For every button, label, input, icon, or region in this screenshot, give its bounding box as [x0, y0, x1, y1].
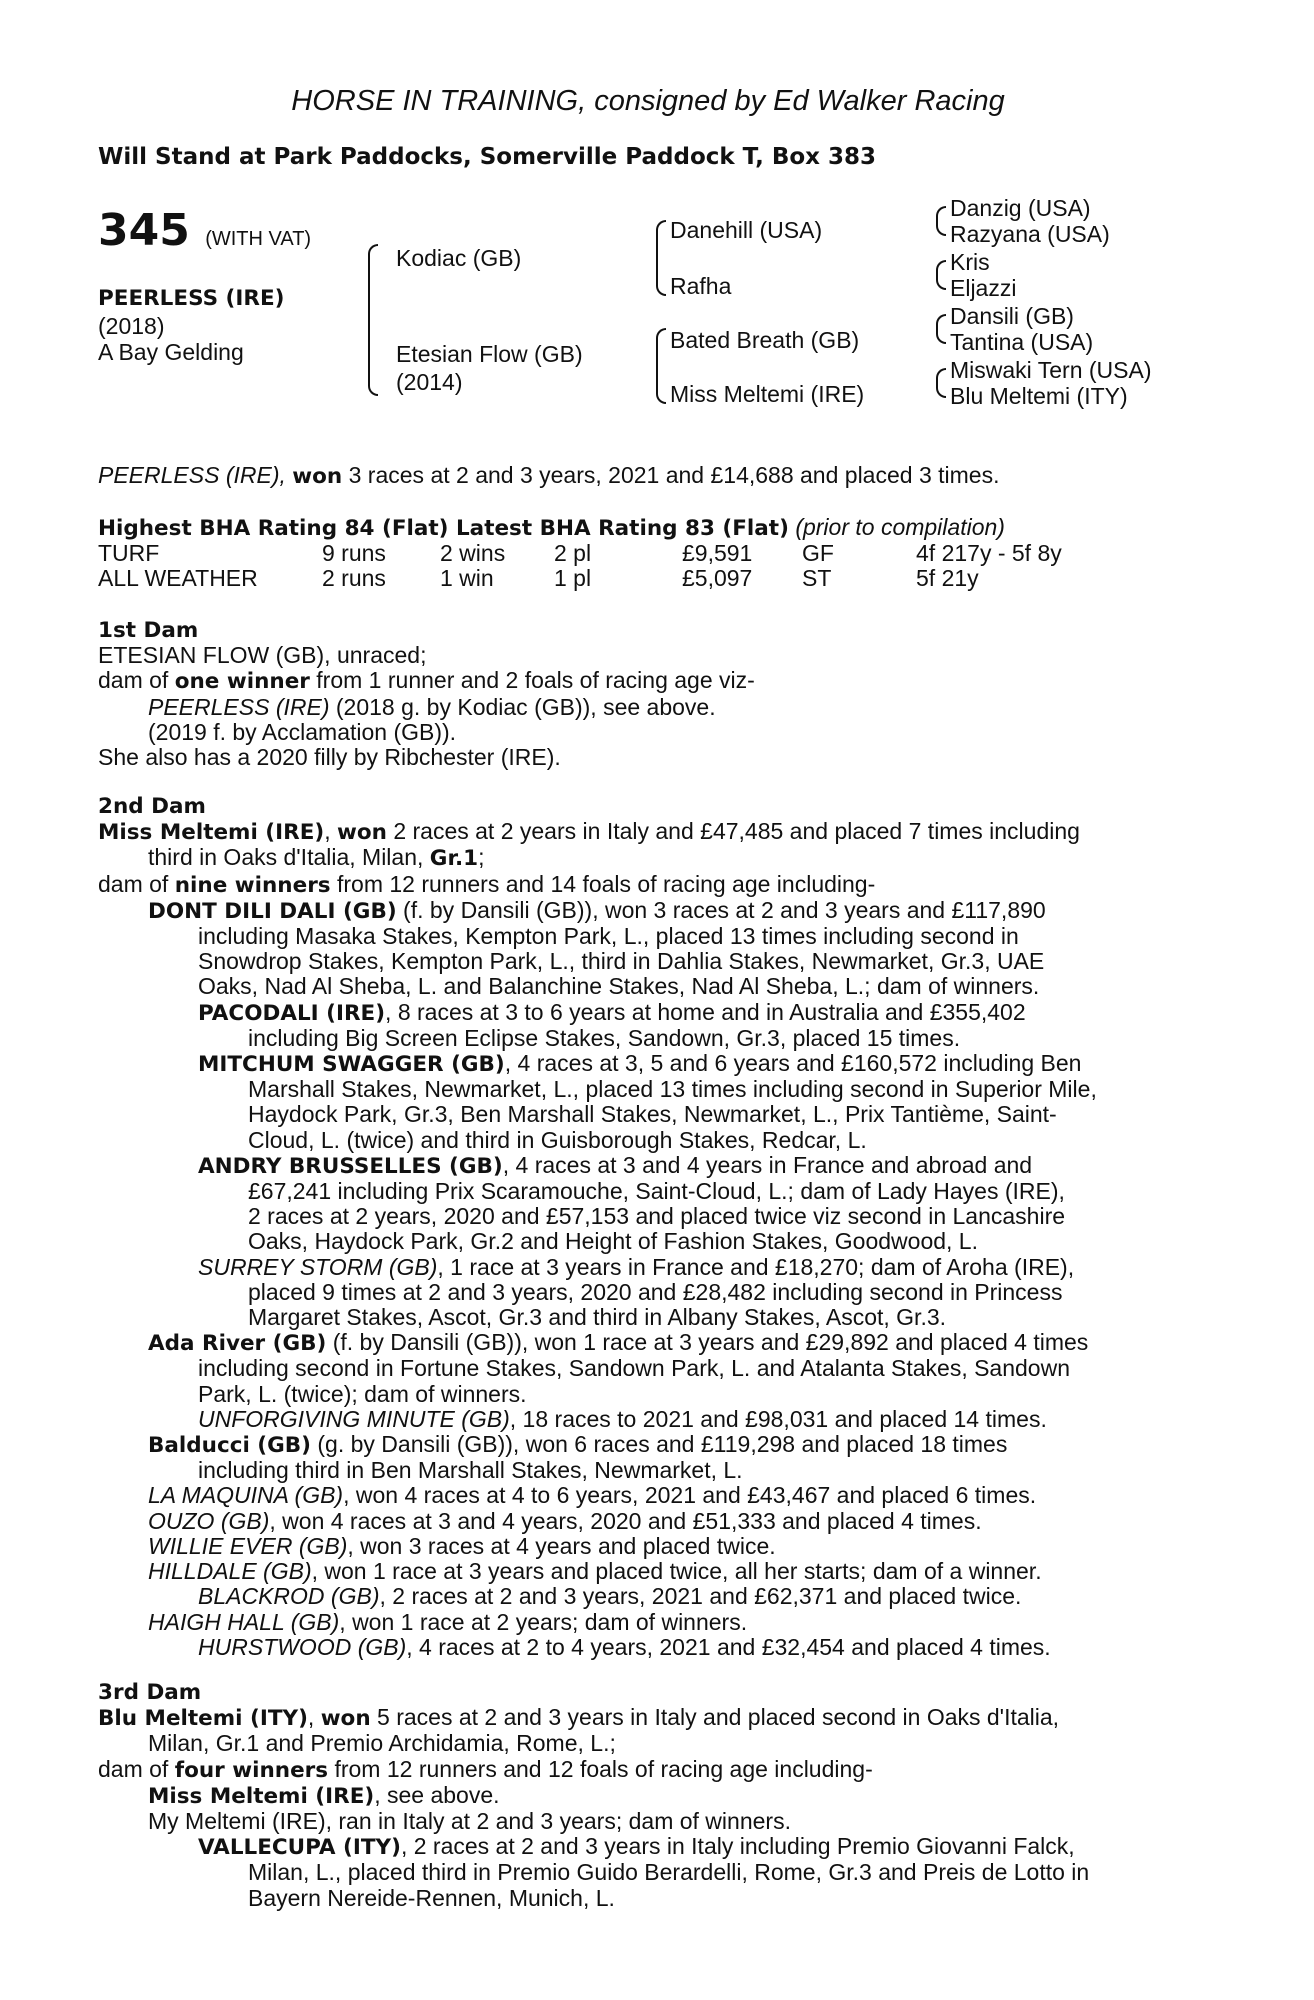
first-dam-line: PEERLESS (IRE) (2018 g. by Kodiac (GB)), see above.	[148, 693, 716, 720]
second-dam-line: Park, L. (twice); dam of winners.	[198, 1380, 527, 1407]
second-dam-line: Marshall Stakes, Newmarket, L., placed 13 times including second in Superior Mile,	[248, 1076, 1097, 1103]
dam-brace	[368, 308, 378, 396]
second-dam-line: UNFORGIVING MINUTE (GB), 18 races to 2021 and £98,031 and placed 14 times.	[198, 1405, 1047, 1432]
pedigree-dam: Etesian Flow (GB)	[396, 341, 583, 367]
second-dam-line: ANDRY BRUSSELLES (GB), 4 races at 3 and 4 years in France and abroad and	[198, 1151, 1033, 1179]
first-dam-line: (2019 f. by Acclamation (GB)).	[148, 718, 457, 745]
pedigree-dam-year: (2014)	[396, 369, 463, 395]
ggp-brace-8	[936, 382, 946, 398]
pedigree-sire: Kodiac (GB)	[396, 245, 522, 271]
second-dam-line: BLACKROD (GB), 2 races at 2 and 3 years, 2021 and £62,371 and placed twice.	[198, 1583, 1022, 1610]
first-dam-section	[98, 618, 1198, 770]
second-dam-title: 2nd Dam	[98, 794, 206, 819]
first-dam-line: dam of one winner from 1 runner and 2 foals of racing age viz-	[98, 667, 755, 695]
second-dam-line: DONT DILI DALI (GB) (f. by Dansili (GB)), won 3 races at 2 and 3 years and £117,890	[148, 896, 1046, 924]
second-dam-line: including Big Screen Eclipse Stakes, Sandown, Gr.3, placed 15 times.	[248, 1024, 961, 1051]
first-dam-line: ETESIAN FLOW (GB), unraced;	[98, 642, 427, 669]
second-dam-line: SURREY STORM (GB), 1 race at 3 years in France and £18,270; dam of Aroha (IRE),	[198, 1253, 1075, 1280]
horse-description: A Bay Gelding	[98, 339, 244, 365]
second-dam-line: Cloud, L. (twice) and third in Guisborough Stakes, Redcar, L.	[248, 1126, 867, 1153]
ped-sdd: Eljazzi	[950, 275, 1017, 301]
second-dam-line: including third in Ben Marshall Stakes, Newmarket, L.	[198, 1457, 743, 1484]
third-dam-line: VALLECUPA (ITY), 2 races at 2 and 3 years in Italy including Premio Giovanni Falck,	[198, 1833, 1075, 1861]
ped-dsd: Tantina (USA)	[950, 329, 1094, 355]
third-dam-line: Milan, Gr.1 and Premio Archidamia, Rome, L.;	[148, 1730, 616, 1757]
ped-dss: Dansili (GB)	[950, 303, 1074, 329]
pedigree-sire-dam: Rafha	[670, 273, 732, 299]
second-dam-line: including Masaka Stakes, Kempton Park, L., placed 13 times including second in	[198, 923, 1019, 950]
pedigree-dam-sire: Bated Breath (GB)	[670, 327, 860, 353]
third-dam-line: Miss Meltemi (IRE), see above.	[148, 1781, 500, 1809]
gp-brace-1	[656, 220, 666, 256]
second-dam-line: Oaks, Nad Al Sheba, L. and Balanchine Stakes, Nad Al Sheba, L.; dam of winners.	[198, 973, 1040, 1000]
second-dam-line: 2 races at 2 years, 2020 and £57,153 and placed twice viz second in Lancashire	[248, 1203, 1066, 1230]
gp-brace-3	[656, 328, 666, 364]
second-dam-line: £67,241 including Prix Scaramouche, Saint-Cloud, L.; dam of Lady Hayes (IRE),	[248, 1178, 1065, 1205]
second-dam-line: MITCHUM SWAGGER (GB), 4 races at 3, 5 and 6 years and £160,572 including Ben	[198, 1050, 1082, 1078]
sire-brace	[368, 244, 378, 310]
stand-location: Will Stand at Park Paddocks, Somerville Paddock T, Box 383	[98, 144, 877, 170]
horse-year: (2018)	[98, 313, 165, 339]
second-dam-line: OUZO (GB), won 4 races at 3 and 4 years, 2020 and £51,333 and placed 4 times.	[148, 1507, 982, 1534]
third-dam-line: Bayern Nereide-Rennen, Munich, L.	[248, 1884, 615, 1911]
second-dam-line: Ada River (GB) (f. by Dansili (GB)), won 1 race at 3 years and £29,892 and placed 4 times	[148, 1329, 1089, 1357]
third-dam-line: dam of four winners from 12 runners and 12 foals of racing age including-	[98, 1755, 873, 1783]
ped-dds: Miswaki Tern (USA)	[950, 357, 1152, 383]
third-dam-line: Blu Meltemi (ITY), won 5 races at 2 and 3 years in Italy and placed second in Oaks d'Italia,	[98, 1704, 1060, 1732]
third-dam-line: My Meltemi (IRE), ran in Italy at 2 and 3 years; dam of winners.	[148, 1808, 791, 1835]
vat-note: (WITH VAT)	[205, 228, 312, 250]
ped-sss: Danzig (USA)	[950, 195, 1091, 221]
third-dam-title: 3rd Dam	[98, 1680, 202, 1705]
gp-brace-2	[656, 254, 666, 296]
ped-ddd: Blu Meltemi (ITY)	[950, 383, 1128, 409]
second-dam-line: Haydock Park, Gr.3, Ben Marshall Stakes, Newmarket, L., Prix Tantième, Saint-	[248, 1101, 1057, 1128]
pedigree-dam-dam: Miss Meltemi (IRE)	[670, 381, 865, 407]
second-dam-line: Margaret Stakes, Ascot, Gr.3 and third in Albany Stakes, Ascot, Gr.3.	[248, 1304, 947, 1331]
horse-name: PEERLESS (IRE)	[98, 286, 285, 311]
pedigree-block	[98, 195, 1198, 440]
ggp-brace-2	[936, 220, 946, 236]
second-dam-line: Balducci (GB) (g. by Dansili (GB)), won 6 races and £119,298 and placed 18 times	[148, 1431, 1008, 1459]
second-dam-line: HURSTWOOD (GB), 4 races at 2 to 4 years, 2021 and £32,454 and placed 4 times.	[198, 1633, 1051, 1660]
second-dam-line: HAIGH HALL (GB), won 1 race at 2 years; dam of winners.	[148, 1608, 748, 1635]
race-summary: PEERLESS (IRE), won 3 races at 2 and 3 years, 2021 and £14,688 and placed 3 times.	[98, 462, 1000, 489]
second-dam-line: Snowdrop Stakes, Kempton Park, L., third in Dahlia Stakes, Newmarket, Gr.3, UAE	[198, 948, 1045, 975]
third-dam-section	[98, 1680, 1198, 1911]
ggp-brace-6	[936, 328, 946, 344]
second-dam-line: including second in Fortune Stakes, Sandown Park, L. and Atalanta Stakes, Sandown	[198, 1355, 1071, 1382]
first-dam-title: 1st Dam	[98, 618, 199, 643]
ggp-brace-4	[936, 274, 946, 290]
bha-rating: Highest BHA Rating 84 (Flat) Latest BHA Rating 83 (Flat) (prior to compilation)	[98, 514, 1005, 541]
second-dam-line: third in Oaks d'Italia, Milan, Gr.1;	[148, 844, 485, 872]
second-dam-line: HILLDALE (GB), won 1 race at 3 years and placed twice, all her starts; dam of a winner.	[148, 1558, 1042, 1585]
second-dam-line: dam of nine winners from 12 runners and 14 foals of racing age including-	[98, 870, 876, 898]
page-title: HORSE IN TRAINING, consigned by Ed Walker Racing	[291, 85, 1005, 117]
third-dam-line: Milan, L., placed third in Premio Guido Berardelli, Rome, Gr.3 and Preis de Lotto in	[248, 1859, 1090, 1886]
second-dam-line: LA MAQUINA (GB), won 4 races at 4 to 6 years, 2021 and £43,467 and placed 6 times.	[148, 1482, 1037, 1509]
second-dam-section	[98, 794, 1198, 1660]
second-dam-line: WILLIE EVER (GB), won 3 races at 4 years and placed twice.	[148, 1532, 776, 1559]
second-dam-line: placed 9 times at 2 and 3 years, 2020 and £28,482 including second in Princess	[248, 1278, 1063, 1305]
ped-ssd: Razyana (USA)	[950, 221, 1110, 247]
lot-number: 345 (WITH VAT)	[98, 205, 312, 256]
second-dam-line: PACODALI (IRE), 8 races at 3 to 6 years at home and in Australia and £355,402	[198, 998, 1026, 1026]
gp-brace-4	[656, 362, 666, 404]
pedigree-sire-sire: Danehill (USA)	[670, 217, 823, 243]
second-dam-line: Oaks, Haydock Park, Gr.2 and Height of Fashion Stakes, Goodwood, L.	[248, 1228, 978, 1255]
ped-sds: Kris	[950, 249, 990, 275]
second-dam-line: Miss Meltemi (IRE), won 2 races at 2 years in Italy and £47,485 and placed 7 times including	[98, 818, 1080, 846]
first-dam-line: She also has a 2020 filly by Ribchester (IRE).	[98, 744, 561, 771]
